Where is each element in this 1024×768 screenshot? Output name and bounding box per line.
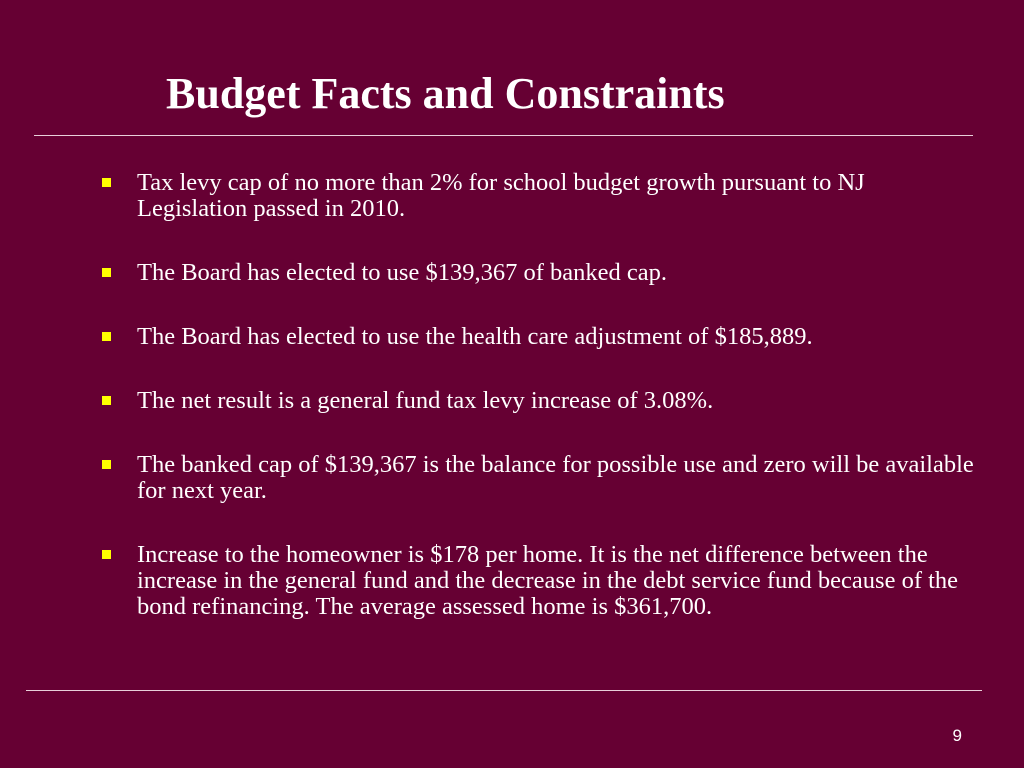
bullet-text: Increase to the homeowner is $178 per home. It is the net difference between the increase in the general fund and the decrease in the debt service fund because of the bond refinancing. The average assessed home is $361,700. <box>137 541 959 620</box>
bullet-item <box>96 452 976 504</box>
bullet-text: The Board has elected to use $139,367 of banked cap. <box>137 259 667 286</box>
bullet-list <box>96 170 976 620</box>
square-bullet-icon <box>102 550 111 559</box>
bullet-text: The banked cap of $139,367 is the balance for possible use and zero will be available for next year. <box>137 451 974 504</box>
bullet-text: The net result is a general fund tax levy increase of 3.08%. <box>137 387 714 414</box>
bullet-text: Tax levy cap of no more than 2% for school budget growth pursuant to NJ Legislation passed in 2010. <box>137 169 865 222</box>
bullet-item <box>96 388 976 414</box>
title-divider <box>34 135 973 136</box>
square-bullet-icon <box>102 460 111 469</box>
square-bullet-icon <box>102 396 111 405</box>
square-bullet-icon <box>102 178 111 187</box>
square-bullet-icon <box>102 332 111 341</box>
bullet-item <box>96 170 976 222</box>
page-number: 9 <box>952 726 962 745</box>
bullet-text: The Board has elected to use the health care adjustment of $185,889. <box>137 323 813 350</box>
square-bullet-icon <box>102 268 111 277</box>
slide-title: Budget Facts and Constraints <box>166 69 725 118</box>
bullet-item <box>96 542 976 620</box>
bullet-item <box>96 324 976 350</box>
bullet-item <box>96 260 976 286</box>
footer-divider <box>26 690 982 691</box>
